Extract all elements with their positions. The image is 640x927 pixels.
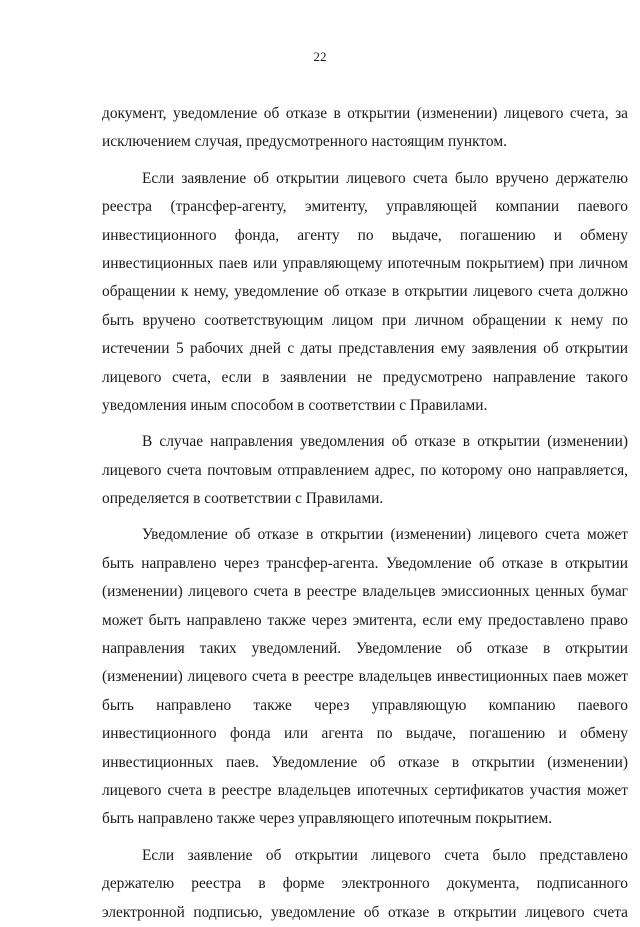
text-line: держателю реестра в форме электронного документа, подписанного (102, 875, 628, 893)
text-line: (изменении) лицевого счета в реестре владельцев эмиссионных ценных бумаг (102, 583, 628, 601)
text-line: Если заявление об открытии лицевого счета было представлено (142, 846, 628, 864)
text-line: электронной подписью, уведомление об отказе в открытии лицевого счета (102, 903, 628, 921)
text-line: может быть направлено также через эмитента, если ему предоставлено право (102, 611, 628, 629)
text-line: реестра (трансфер-агенту, эмитенту, управляющей компании паевого (102, 198, 628, 216)
text-line: инвестиционных паев. Уведомление об отказе в открытии (изменении) (102, 753, 628, 771)
text-line: лицевого счета, если в заявлении не предусмотрено направление такого (102, 368, 628, 386)
text-line: исключением случая, предусмотренного настоящим пунктом. (102, 133, 507, 151)
text-line: Уведомление об отказе в открытии (изменении) лицевого счета может (142, 526, 628, 544)
text-line: быть направлено также через управляющего ипотечным покрытием. (102, 810, 553, 828)
paragraph-2 (102, 165, 628, 421)
paragraph-1 (102, 100, 628, 157)
text-line: (изменении) лицевого счета в реестре владельцев инвестиционных паев может (102, 668, 628, 686)
text-line: обращении к нему, уведомление об отказе в открытии лицевого счета должно (102, 283, 628, 301)
text-line: истечении 5 рабочих дней с даты представления ему заявления об открытии (102, 340, 628, 358)
text-line: направления таких уведомлений. Уведомление об отказе в открытии (102, 640, 628, 658)
text-line: определяется в соответствии с Правилами. (102, 490, 384, 508)
page-number: 22 (313, 49, 327, 64)
text-line: Если заявление об открытии лицевого счета было вручено держателю (142, 169, 628, 187)
text-line: быть направлено через трансфер-агента. Уведомление об отказе в открытии (102, 554, 628, 572)
text-line: инвестиционных паев или управляющему ипотечным покрытием) при личном (102, 254, 628, 272)
text-line: инвестиционного фонда или агента по выдаче, погашению и обмену (102, 725, 628, 743)
text-line: инвестиционного фонда, агенту по выдаче, погашению и обмену (102, 226, 628, 244)
document-body (102, 100, 628, 927)
text-line: документ, уведомление об отказе в открытии (изменении) лицевого счета, за (102, 105, 628, 122)
paragraph-5 (102, 842, 628, 927)
text-line: лицевого счета почтовым отправлением адрес, по которому оно направляется, (102, 461, 628, 479)
text-line: В случае направления уведомления об отказе в открытии (изменении) (142, 433, 628, 451)
text-line: быть направлено также через управляющую компанию паевого (102, 696, 628, 714)
paragraph-4 (102, 521, 628, 833)
text-line: лицевого счета в реестре владельцев ипотечных сертификатов участия может (102, 781, 628, 799)
paragraph-3 (102, 428, 628, 513)
text-line: уведомления иным способом в соответствии с Правилами. (102, 396, 488, 414)
text-line: быть вручено соответствующим лицом при личном обращении к нему по (102, 311, 628, 329)
